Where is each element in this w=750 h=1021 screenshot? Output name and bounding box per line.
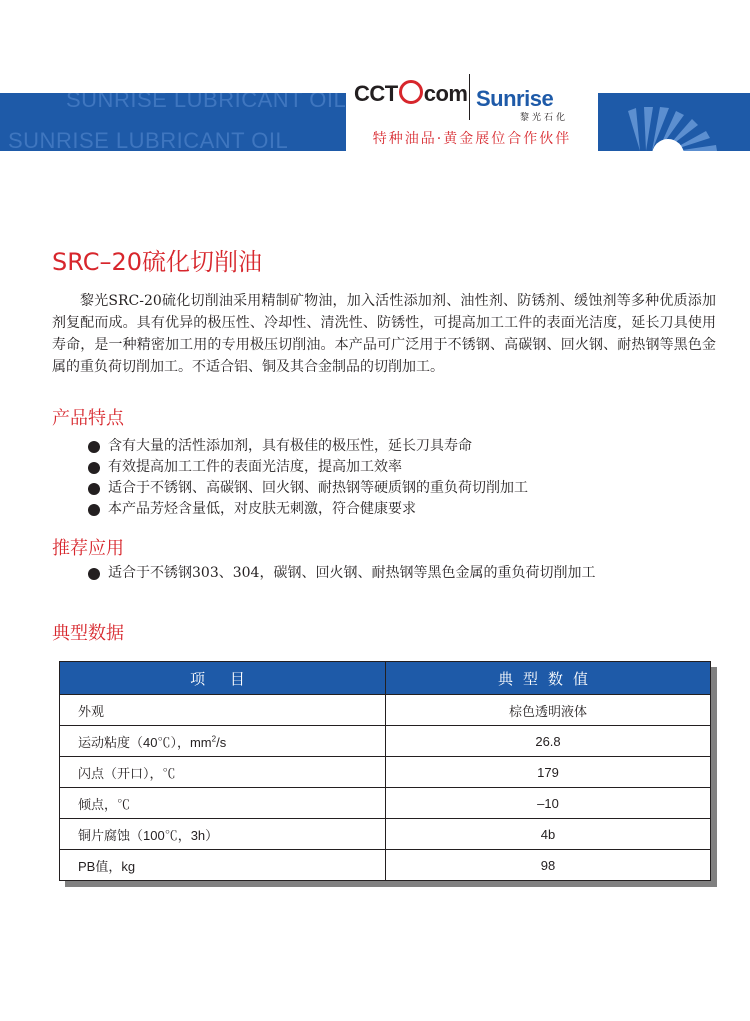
bullet-icon (88, 483, 100, 495)
applications-heading: 推荐应用 (52, 538, 124, 559)
column-header-item: 项 目 (60, 662, 386, 695)
typical-data-heading: 典型数据 (52, 623, 124, 644)
cctv-logo (354, 80, 467, 112)
features-heading: 产品特点 (52, 408, 124, 429)
logo-divider (469, 74, 470, 120)
row-item (60, 726, 386, 757)
row-item-suffix: /s (216, 734, 227, 750)
table-row (60, 695, 711, 726)
row-item: 闪点（开口），℃ (60, 757, 386, 788)
list-item (88, 478, 528, 499)
sunrise-logo (476, 86, 596, 122)
list-item-text: 适合于不锈钢、高碳钢、回火钢、耐热钢等硬质钢的重负荷切削加工 (108, 480, 528, 496)
row-value: 179 (386, 757, 711, 788)
row-value: 26.8 (386, 726, 711, 757)
header-banner-top (0, 93, 346, 126)
sunburst-graphic (598, 93, 750, 151)
column-header-value: 典型数值 (386, 662, 711, 695)
bullet-icon (88, 568, 100, 580)
cctv-logo-prefix: CCT (354, 81, 398, 106)
features-list (88, 436, 528, 520)
bullet-icon (88, 441, 100, 453)
table-row (60, 819, 711, 850)
row-value: 98 (386, 850, 711, 881)
row-value: –10 (386, 788, 711, 819)
row-item: 铜片腐蚀（100℃，3h） (60, 819, 386, 850)
header-banner-right (598, 93, 750, 151)
typical-data-table (59, 661, 711, 881)
bullet-icon (88, 462, 100, 474)
row-item-superscript: 2 (211, 734, 217, 744)
list-item (88, 499, 528, 520)
cctv-ring-icon (399, 80, 423, 104)
row-value: 棕色透明液体 (386, 695, 711, 726)
data-table (59, 661, 711, 881)
product-intro: 黎光SRC-20硫化切削油采用精制矿物油，加入活性添加剂、油性剂、防锈剂、缓蚀剂等多种优质添加剂复配而成。具有优异的极压性、冷却性、清洗性、防锈性，可提高加工工件的表面光洁度，延长刀具使用寿命，是一种精密加工用的专用极压切削油。本产品可广泛用于不锈钢、高碳钢、回火钢、耐热钢等黑色金属的重负荷切削加工。不适合铝、铜及其合金制品的切削加工。 (52, 293, 716, 375)
table-header-row (60, 662, 711, 695)
table-row (60, 850, 711, 881)
tagline: 特种油品·黄金展位合作伙伴 (346, 127, 598, 151)
brand-logos (346, 72, 598, 151)
sunrise-logo-subtitle: 黎光石化 (520, 113, 569, 123)
product-title: SRC–20硫化切削油 (52, 248, 263, 276)
row-item: 外观 (60, 695, 386, 726)
list-item (88, 563, 595, 584)
watermark-text: SUNRISE LUBRICANT OIL (66, 93, 346, 112)
row-item-text: 运动粘度（40℃），mm (78, 734, 212, 750)
applications-list (88, 563, 595, 584)
list-item (88, 457, 528, 478)
sunrise-logo-word: Sunrise (476, 86, 554, 111)
table-row (60, 757, 711, 788)
row-value: 4b (386, 819, 711, 850)
table-row (60, 788, 711, 819)
bullet-icon (88, 504, 100, 516)
list-item-text: 适合于不锈钢303、304，碳钢、回火钢、耐热钢等黑色金属的重负荷切削加工 (108, 565, 596, 581)
row-item: PB值，kg (60, 850, 386, 881)
table-row (60, 726, 711, 757)
list-item-text: 本产品芳烃含量低，对皮肤无刺激，符合健康要求 (108, 501, 416, 517)
row-item: 倾点，℃ (60, 788, 386, 819)
list-item-text: 有效提高加工工件的表面光洁度，提高加工效率 (108, 459, 402, 475)
header-banner-bottom (0, 126, 346, 151)
cctv-logo-suffix: com (423, 81, 468, 106)
list-item-text: 含有大量的活性添加剂，具有极佳的极压性，延长刀具寿命 (108, 438, 472, 454)
list-item (88, 436, 528, 457)
watermark-text: SUNRISE LUBRICANT OIL (8, 128, 289, 151)
